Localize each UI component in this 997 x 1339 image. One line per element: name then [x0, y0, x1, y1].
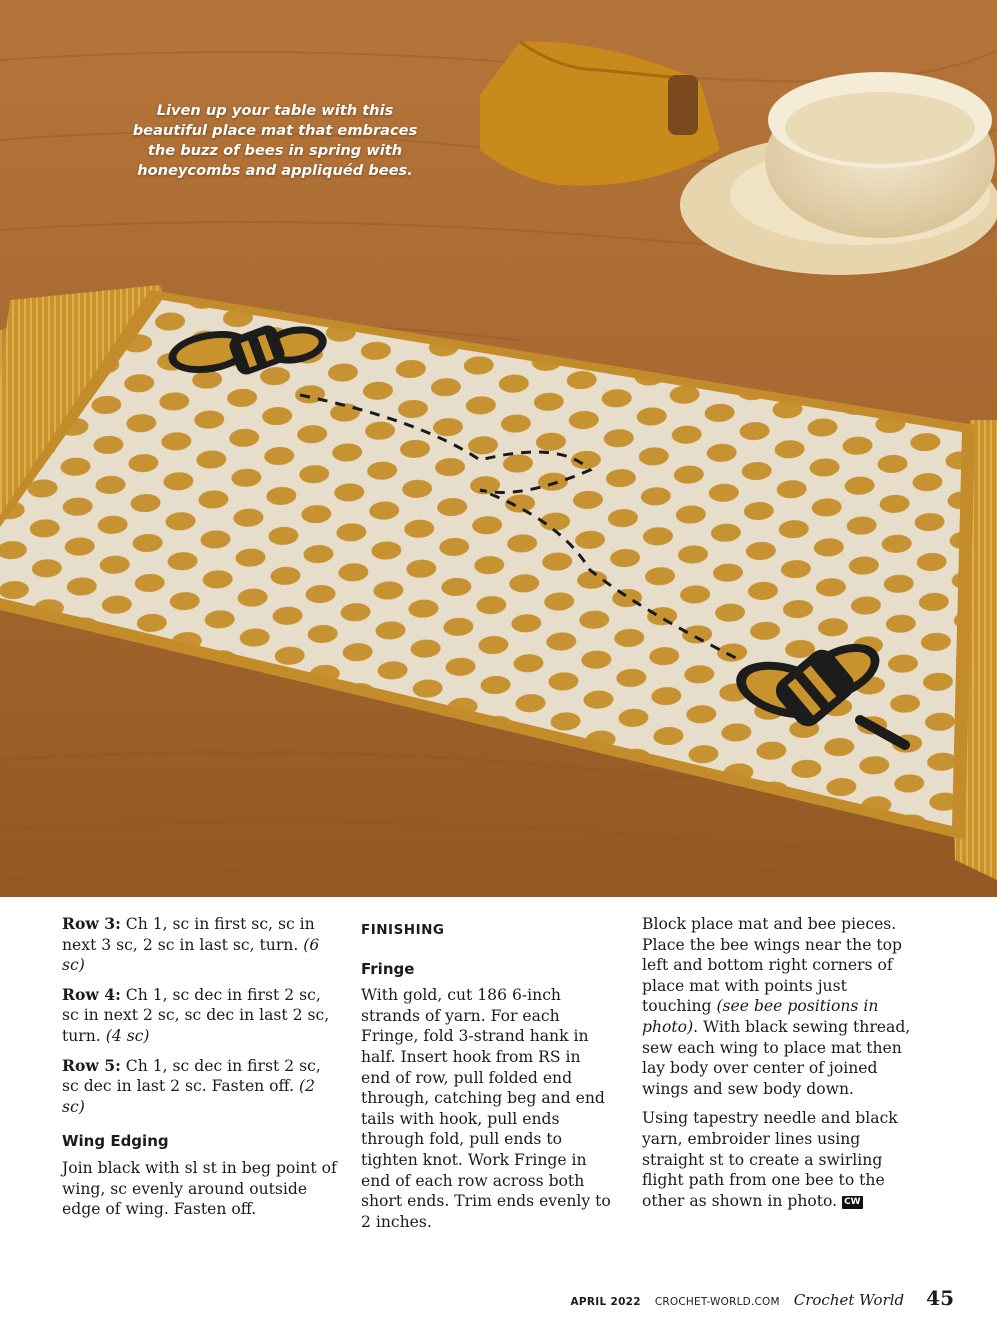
fringe-heading: Fringe: [361, 959, 415, 978]
wing-edging-heading: Wing Edging: [62, 1132, 169, 1151]
issue-date: APRIL 2022: [570, 1296, 641, 1308]
page-number: 45: [926, 1286, 954, 1310]
cw-end-logo: CW: [844, 1196, 861, 1207]
magazine-name: Crochet World: [793, 1291, 905, 1309]
text-column-3: [642, 914, 917, 1220]
embroidery-instructions: Using tapestry needle and black yarn, embroider lines using straight st to create a swirling flight path from one bee to the other as shown in photo. CW: [642, 1109, 898, 1210]
fringe-text: With gold, cut 186 6-inch strands of yarn. For each Fringe, fold 3-strand hank in half. Insert hook from RS in end of row, pull folded end through, catching beg and end tails with hook, pull ends through fold, pull ends to tighten knot. Work Fringe in end of each row across both short ends. Trim ends evenly to 2 inches.: [361, 986, 611, 1231]
blocking-instructions: Block place mat and bee pieces. Place the bee wings near the top left and bottom right corners of place mat with points just touching (see bee positions in photo). With black sewing thread, sew each wing to place mat then lay body over center of joined wings and sew body down.: [642, 915, 911, 1098]
text-column-2: [361, 914, 613, 1241]
page-footer: [570, 1286, 955, 1310]
row-4-instruction: Row 4: Ch 1, sc dec in first 2 sc, sc in next 2 sc, sc dec in last 2 sc, turn. (4 sc): [62, 984, 330, 1045]
row-5-instruction: Row 5: Ch 1, sc dec in first 2 sc, sc dec in last 2 sc. Fasten off. (2 sc): [62, 1055, 321, 1116]
napkin-ring: [668, 75, 698, 135]
photo-caption: Liven up your table with this beautiful place mat that embraces the buzz of bees in spring with honeycombs and appliquéd bees.: [132, 102, 418, 179]
row-3-instruction: Row 3: Ch 1, sc in first sc, sc in next 3 sc, 2 sc in last sc, turn. (6 sc): [62, 914, 320, 975]
wing-edging-text: Join black with sl st in beg point of wing, sc evenly around outside edge of wing. Fasten off.: [62, 1158, 337, 1219]
finishing-heading: FINISHING: [361, 922, 445, 938]
website-url: CROCHET-WORLD.COM: [654, 1296, 780, 1308]
text-column-1: [62, 914, 342, 1229]
